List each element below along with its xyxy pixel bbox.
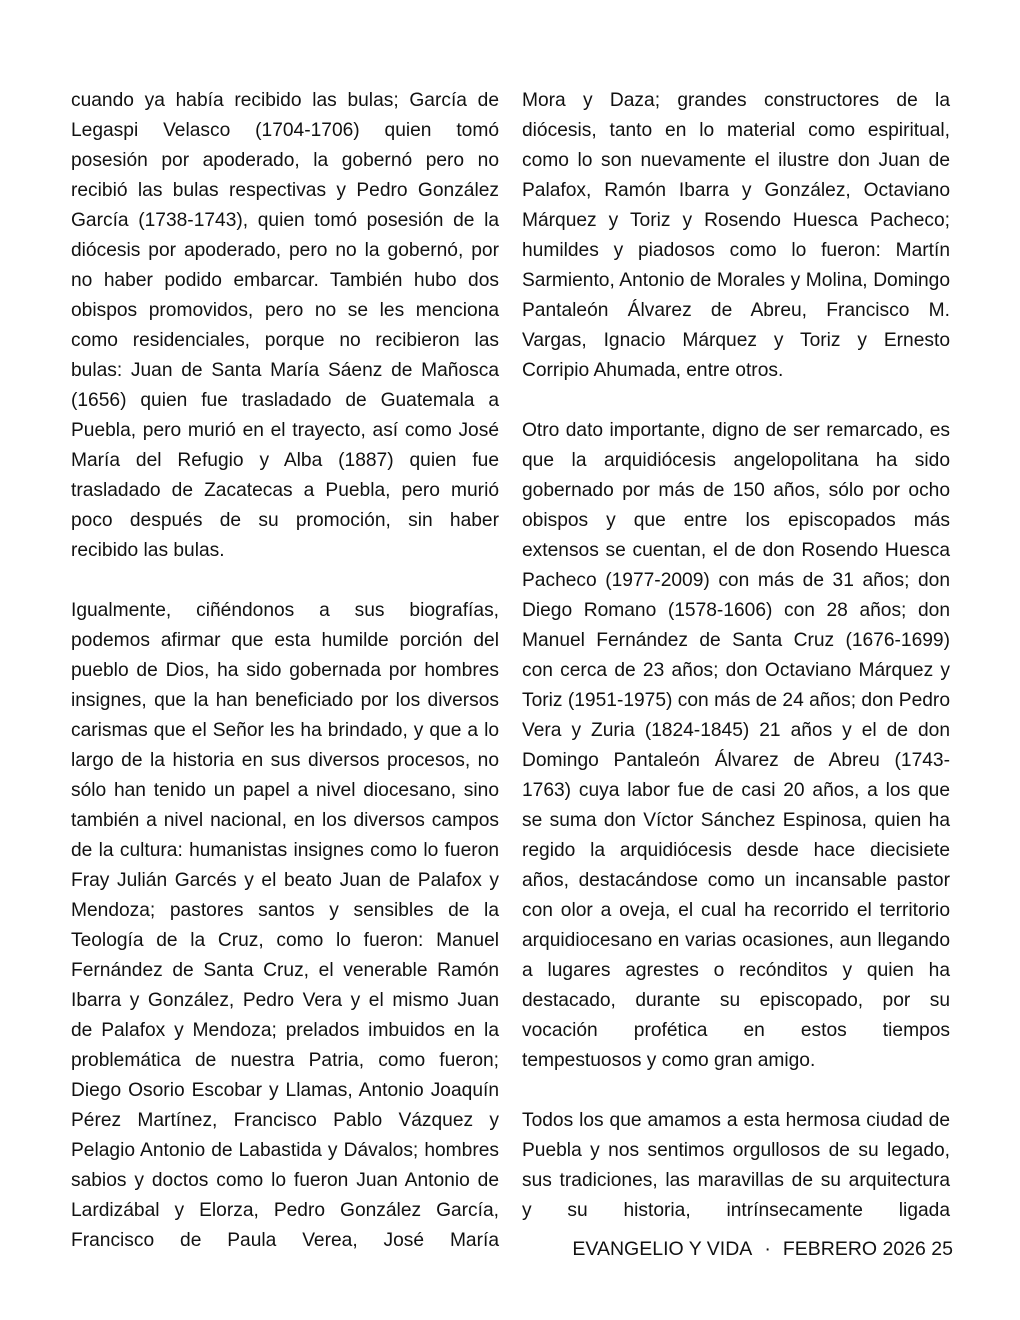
paragraph: Mora y Daza; grandes constructores de la diócesis, tanto en lo material como espiritual, como lo son nuevamente el ilustre don Juan de Palafox, Ramón Ibarra y González, Octaviano Márquez y Toriz y Rosendo Huesca Pacheco; humildes y piadosos como lo fueron: Martín Sarmiento, Antonio de Morales y Molina, Domingo Pantaleón Álvarez de Abreu, Francisco M. Vargas, Ignacio Márquez y Toriz y Ernesto Corripio Ahumada, entre otros.	[522, 90, 950, 381]
paragraph: Igualmente, ciñéndonos a sus biografías, podemos afirmar que esta humilde porción del pueblo de Dios, ha sido gobernada por hombres insignes, que la han beneficiado por los diversos carismas que el Señor les ha brindado, y que a lo largo de la historia en sus diversos procesos, no sólo han tenido un papel a nivel diocesano, sino también a nivel nacional, en los diversos campos de la cultura: humanistas insignes como lo fueron Fray Julián Garcés y el beato Juan de Palafox y Mendoza; pastores santos y sensibles de la Teología de la Cruz, como lo fueron: Manuel Fernández de Santa Cruz, el venerable Ramón Ibarra y González, Pedro Vera y el mismo Juan de Palafox y Mendoza; prelados imbuidos en la problemática de nuestra Patria, como fueron; Diego Osorio Escobar y Llamas, Antonio Joaquín Pérez Martínez, Francisco Pablo Vázquez y Pelagio Antonio de Labastida y Dávalos; hombres sabios y doctos como lo fueron Juan Antonio de Lardizábal y Elorza, Pedro González García, Francisco de Paula Verea, José María	[71, 600, 499, 1251]
right-column	[522, 86, 950, 1226]
paragraph: Otro dato importante, digno de ser remarcado, es que la arquidiócesis angelopolitana ha sido gobernado por más de 150 años, sólo por ocho obispos y que entre los episcopados más extensos se cuentan, el de don Rosendo Huesca Pacheco (1977-2009) con más de 31 años; don Diego Romano (1578-1606) con 28 años; don Manuel Fernández de Santa Cruz (1676-1699) con cerca de 23 años; don Octaviano Márquez y Toriz (1951-1975) con más de 24 años; don Pedro Vera y Zuria (1824-1845) 21 años y el de don Domingo Pantaleón Álvarez de Abreu (1743-1763) cuya labor fue de casi 20 años, a los que se suma don Víctor Sánchez Espinosa, quien ha regido la arquidiócesis desde hace diecisiete años, destacándose como un incansable pastor con olor a oveja, el cual ha recorrido el territorio arquidiocesano en varias ocasiones, aun llegando a lugares agrestes o recónditos y quien ha destacado, durante su episcopado, por su vocación profética en estos tiempos tempestuosos y como gran amigo.	[522, 420, 950, 1071]
footer-separator: ·	[764, 1238, 771, 1260]
page-number: 25	[931, 1238, 953, 1260]
issue-date: FEBRERO 2026	[782, 1238, 926, 1260]
paragraph: Todos los que amamos a esta hermosa ciudad de Puebla y nos sentimos orgullosos de su legado, sus tradiciones, las maravillas de su arquitectura y su historia, intrínsecamente ligada	[522, 1110, 950, 1221]
left-column	[71, 86, 499, 1256]
page-footer	[543, 1236, 953, 1262]
publication-name: EVANGELIO Y VIDA	[572, 1238, 753, 1260]
paragraph: cuando ya había recibido las bulas; García de Legaspi Velasco (1704-1706) quien tomó posesión por apoderado, la gobernó pero no recibió las bulas respectivas y Pedro González García (1738-1743), quien tomó posesión de la diócesis por apoderado, pero no la gobernó, por no haber podido embarcar. También hubo dos obispos promovidos, pero no se les menciona como residenciales, porque no recibieron las bulas: Juan de Santa María Sáenz de Mañosca (1656) quien fue trasladado de Guatemala a Puebla, pero murió en el trayecto, así como José María del Refugio y Alba (1887) quien fue trasladado de Zacatecas a Puebla, pero murió poco después de su promoción, sin haber recibido las bulas.	[71, 90, 499, 561]
